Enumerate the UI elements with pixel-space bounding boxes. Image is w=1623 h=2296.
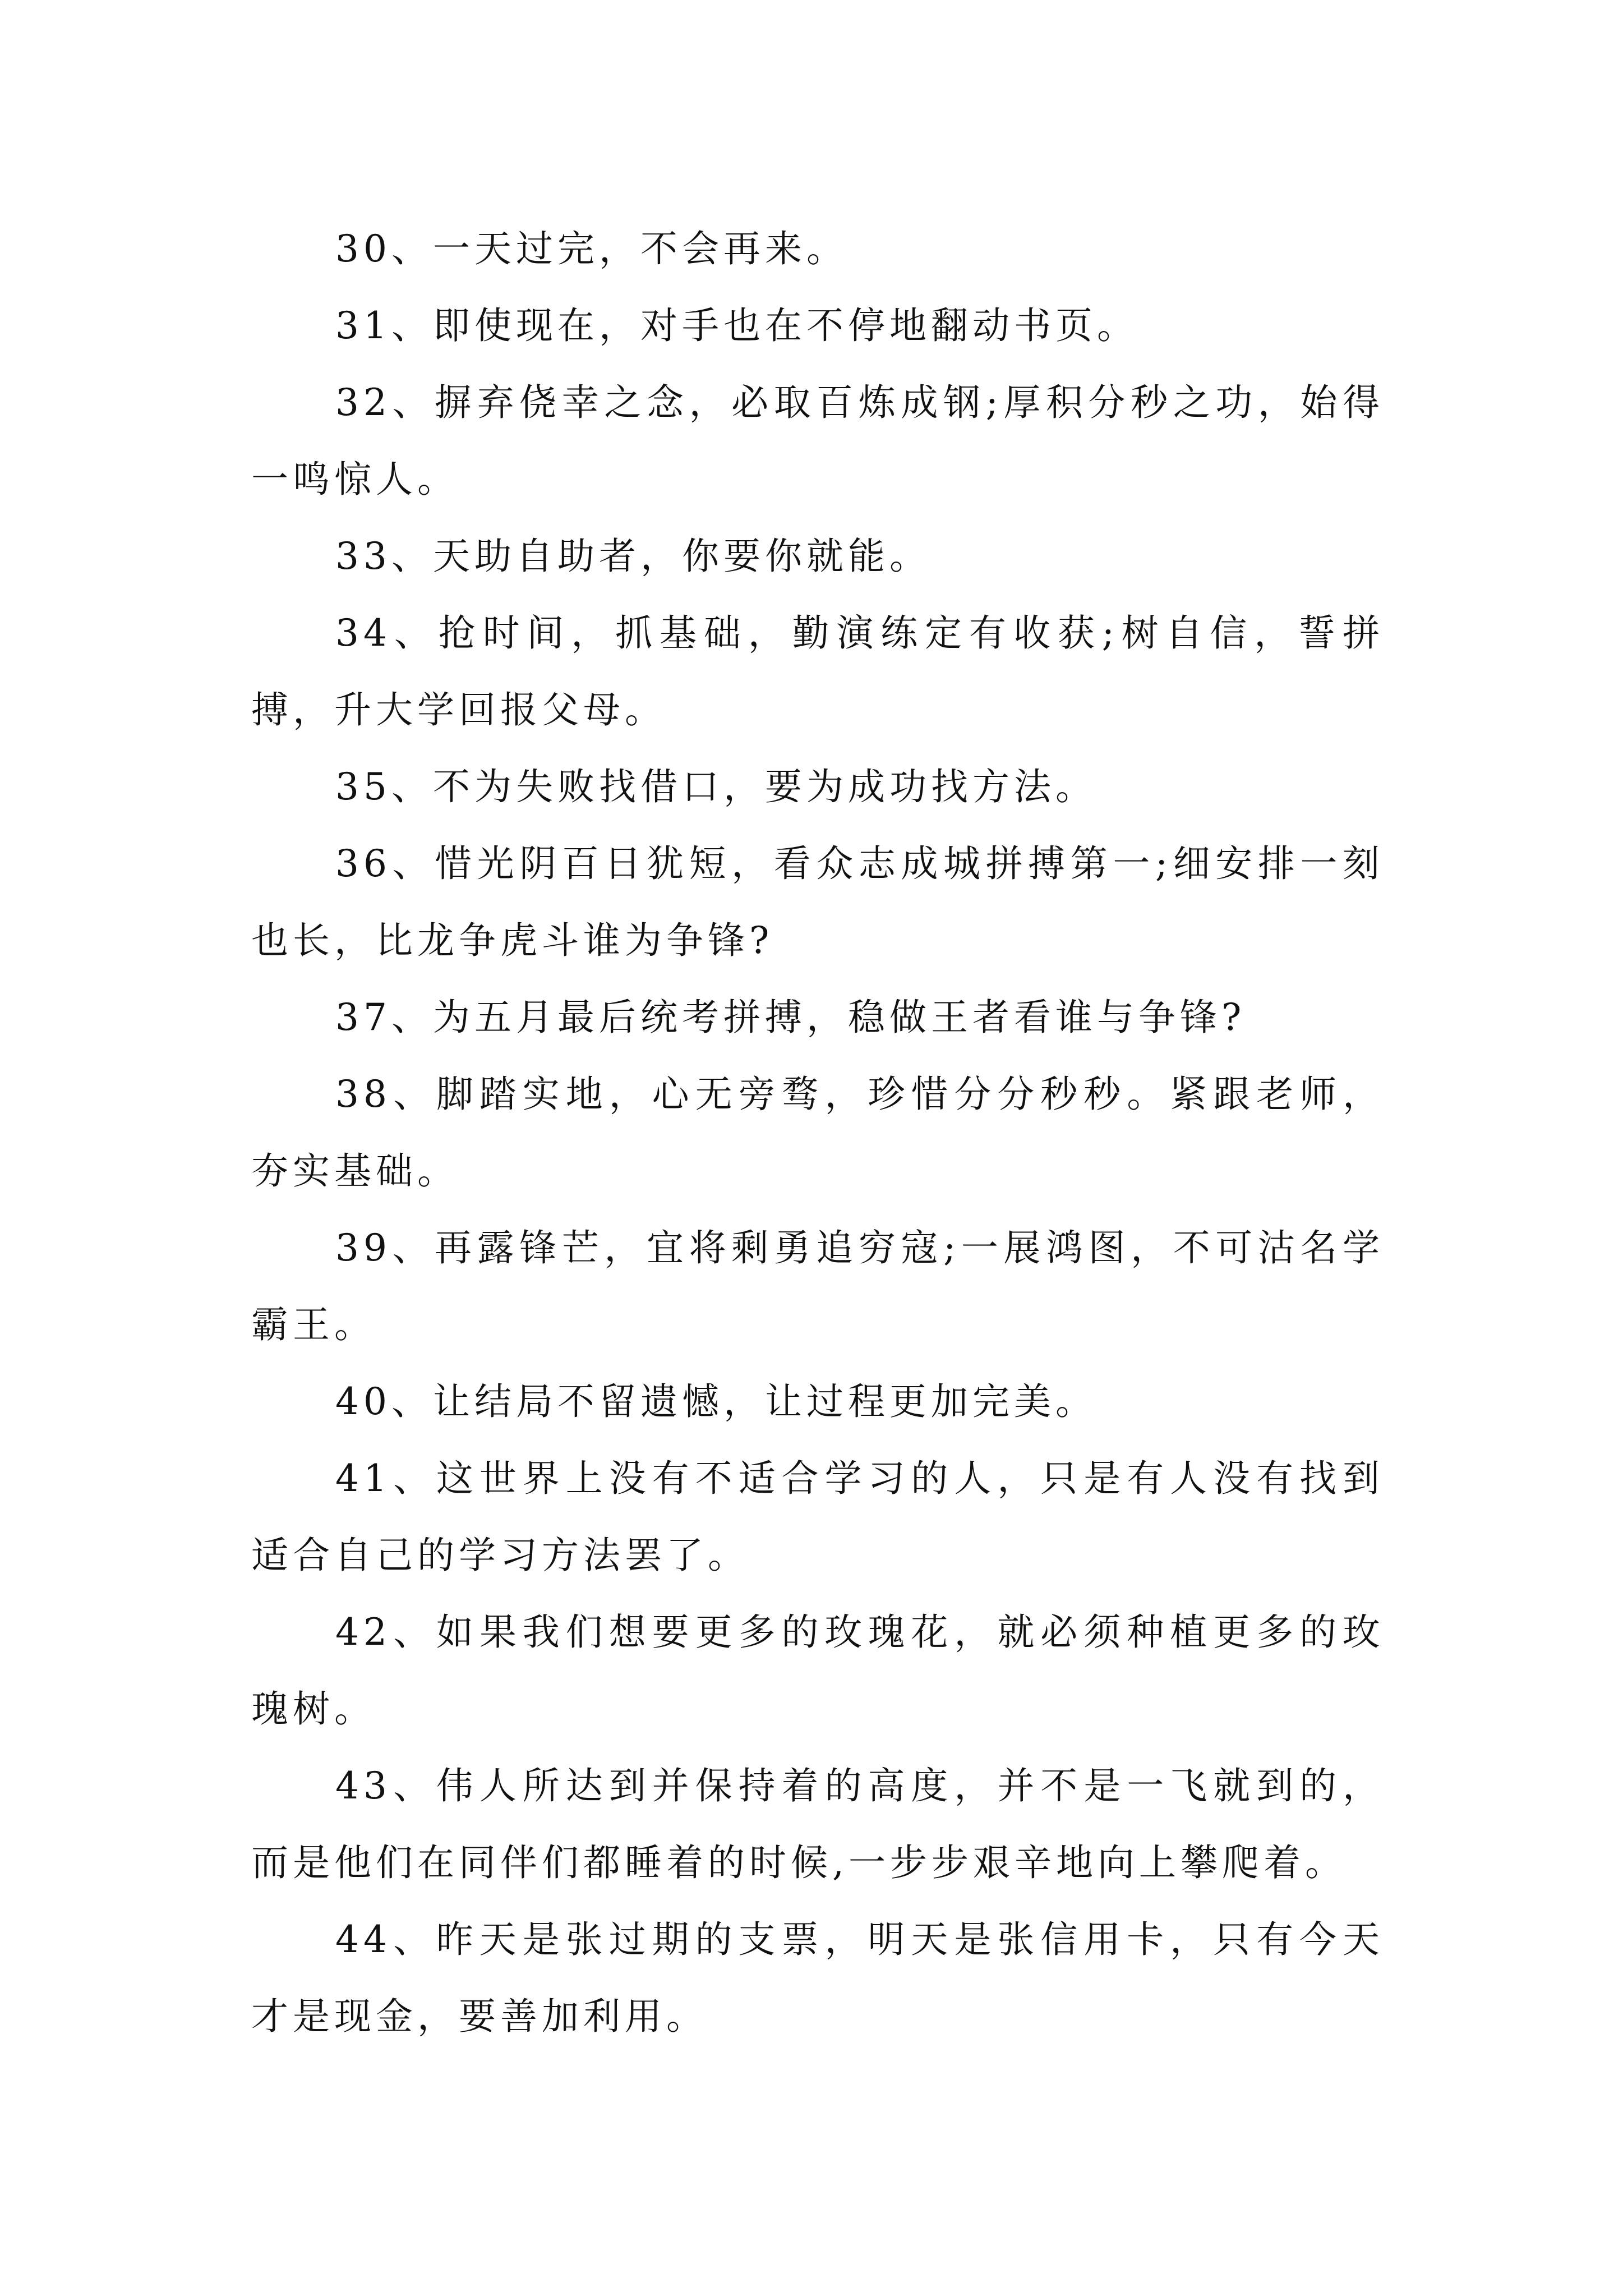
paragraph-35: 35、不为失败找借口，要为成功找方法。 (335, 765, 1097, 808)
paragraph-30: 30、一天过完，不会再来。 (335, 227, 848, 270)
paragraph-37: 37、为五月最后统考拼搏，稳做王者看谁与争锋? (335, 996, 1246, 1039)
paragraph-41: 41、这世界上没有不适合学习的人，只是有人没有找到适合自己的学习方法罢了。 (251, 1457, 1384, 1577)
paragraph-39: 39、再露锋芒，宜将剩勇追穷寇;一展鸿图，不可沽名学霸王。 (251, 1226, 1384, 1346)
paragraph-33: 33、天助自助者，你要你就能。 (335, 535, 931, 578)
paragraph-31: 31、即使现在，对手也在不停地翻动书页。 (335, 304, 1138, 347)
document-body (251, 210, 1384, 2055)
paragraph-43: 43、伟人所达到并保持着的高度，并不是一飞就到的，而是他们在同伴们都睡着的时候,一步步艰辛地向上攀爬着。 (251, 1764, 1384, 1884)
paragraph-44: 44、昨天是张过期的支票，明天是张信用卡，只有今天才是现金，要善加利用。 (251, 1918, 1384, 2038)
paragraph-42: 42、如果我们想要更多的玫瑰花，就必须种植更多的玫瑰树。 (251, 1611, 1384, 1731)
paragraph-36: 36、惜光阴百日犹短，看众志成城拼搏第一;细安排一刻也长，比龙争虎斗谁为争锋? (251, 842, 1384, 962)
paragraph-34: 34、抢时间，抓基础，勤演练定有收获;树自信，誓拼搏，升大学回报父母。 (251, 611, 1384, 731)
paragraph-40: 40、让结局不留遗憾，让过程更加完美。 (335, 1380, 1097, 1423)
paragraph-38: 38、脚踏实地，心无旁骛，珍惜分分秒秒。紧跟老师，夯实基础。 (251, 1073, 1384, 1193)
paragraph-32: 32、摒弃侥幸之念，必取百炼成钢;厚积分秒之功，始得一鸣惊人。 (251, 381, 1384, 501)
